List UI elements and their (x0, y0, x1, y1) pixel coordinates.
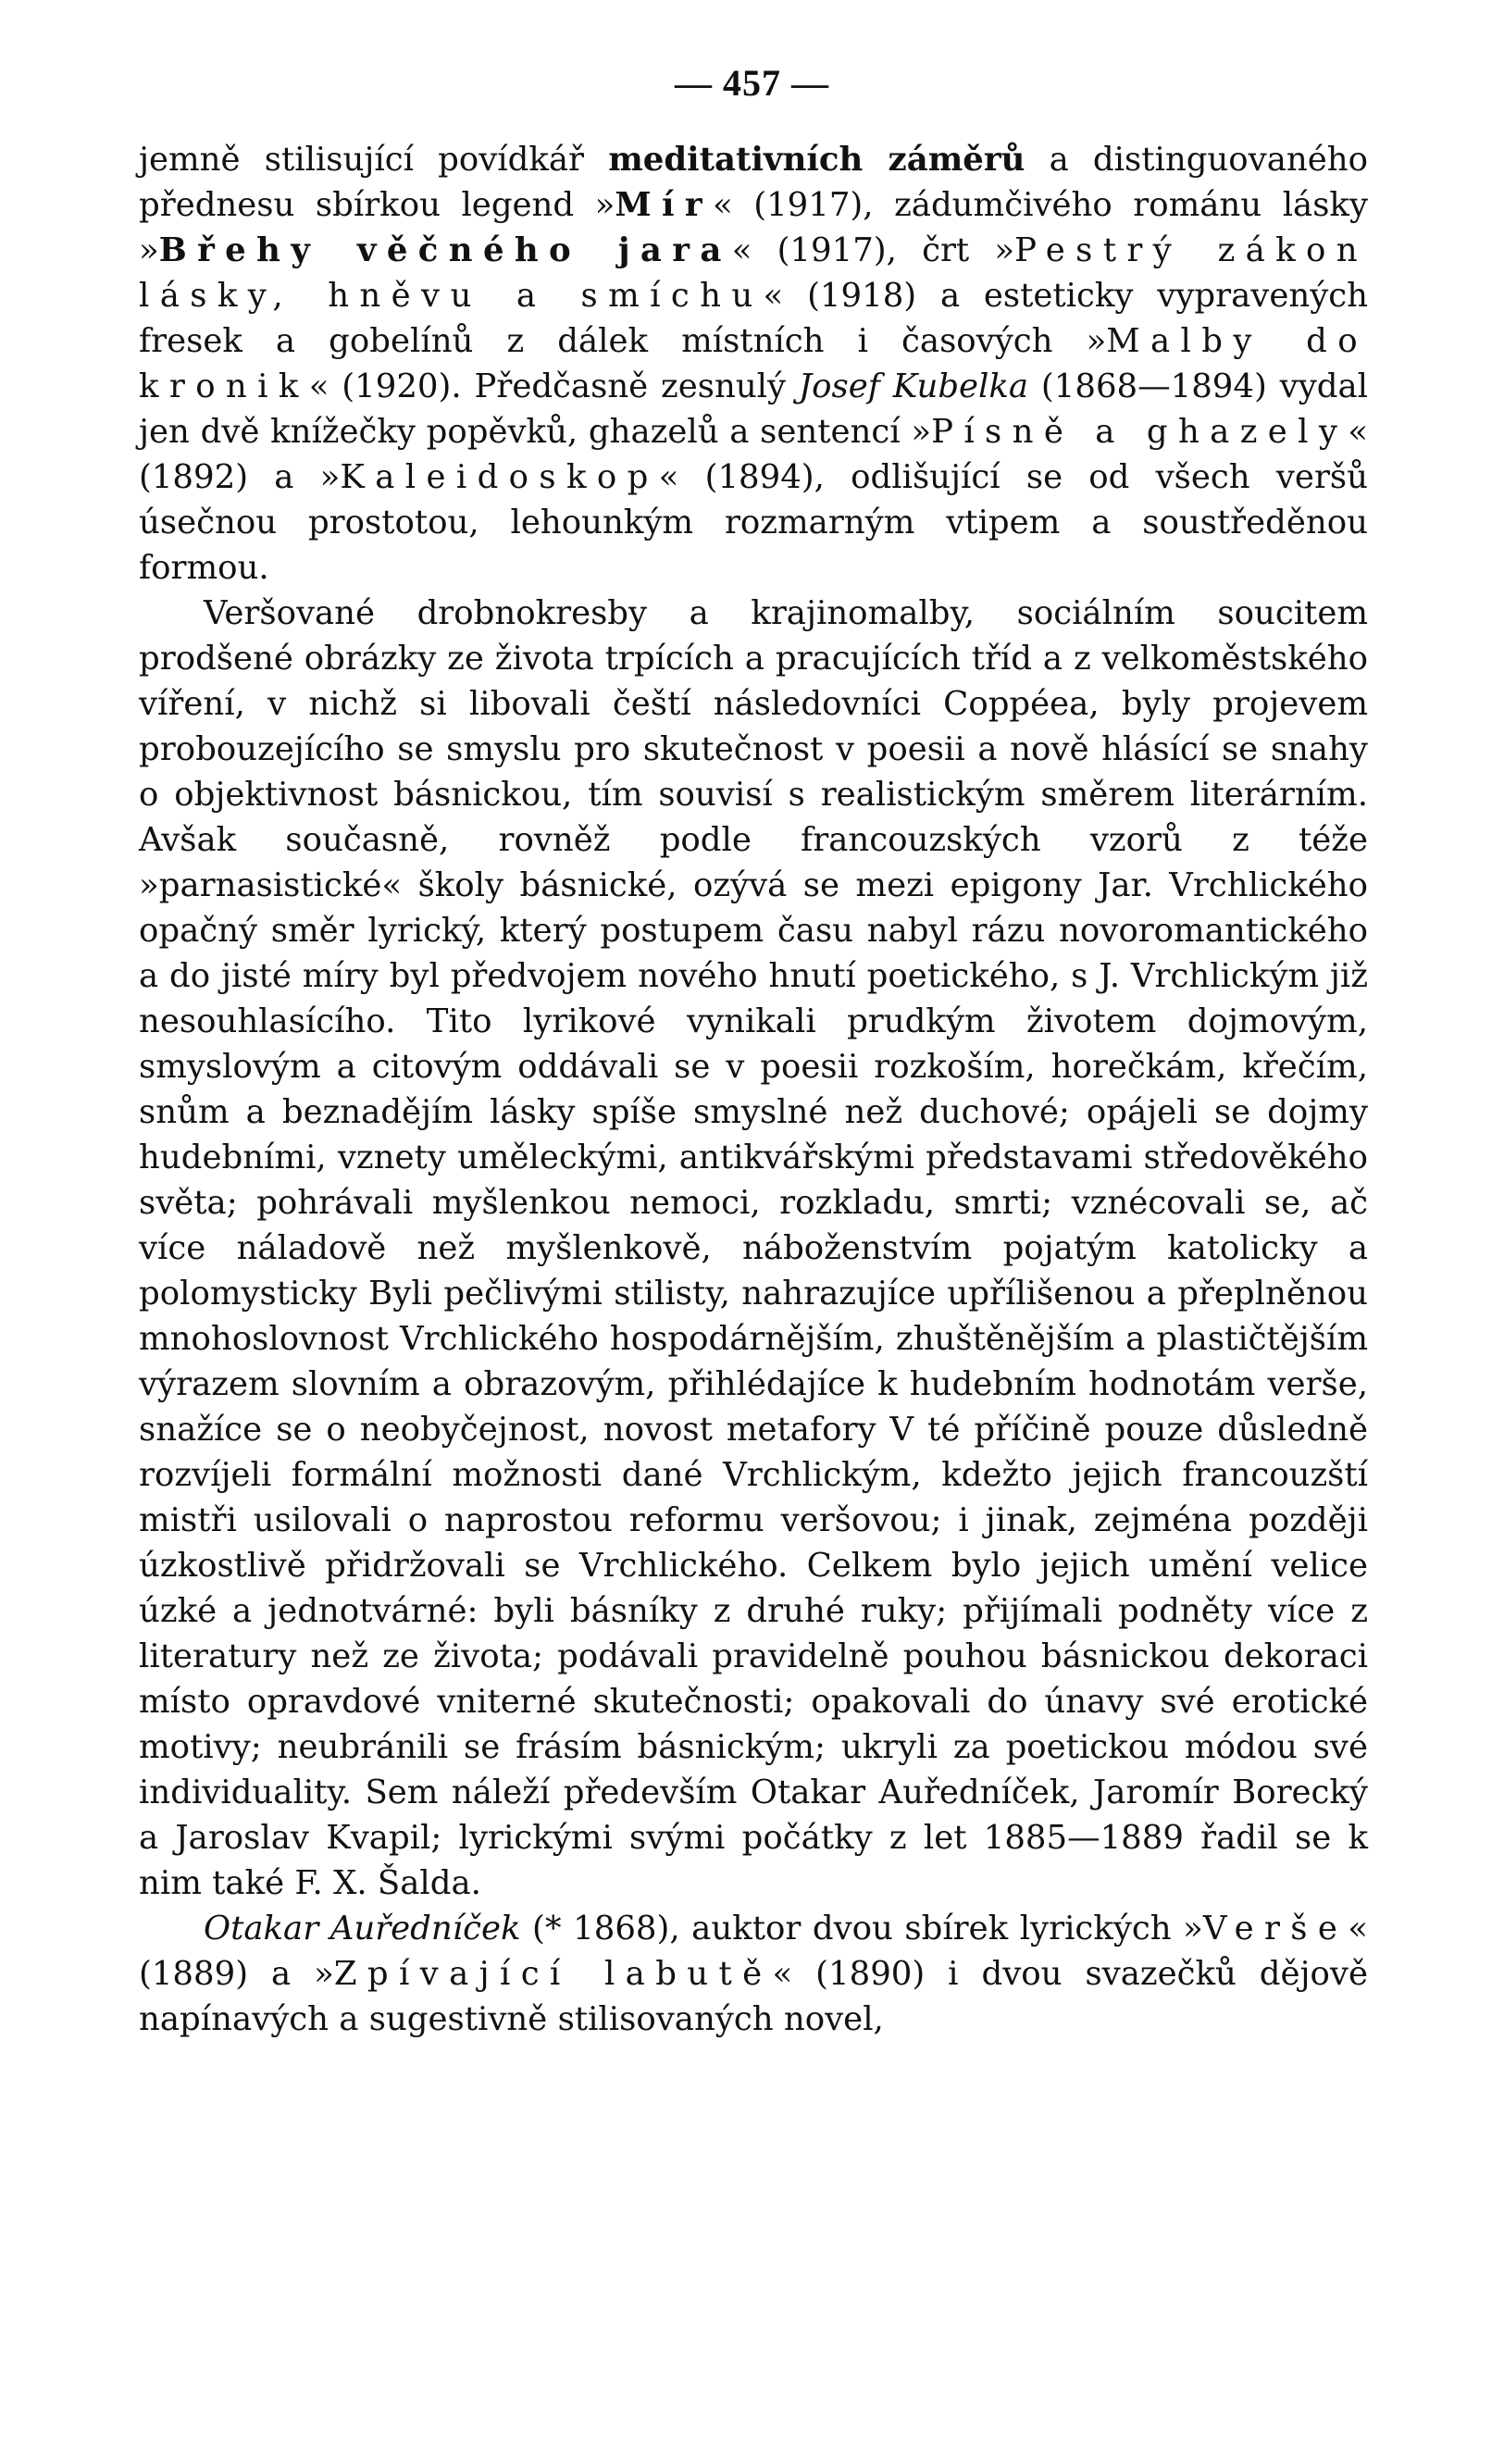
text-run: jemně stilisující povídkář (139, 141, 609, 179)
text-run: « (1917), črt » (731, 231, 1015, 269)
text-run: « (1889) a » (139, 1910, 1368, 1993)
emphasized-text: Břehy věčného jara (158, 231, 732, 269)
text-run: « (1890) i dvou svazečků dějově napínavých a sugestivně stilisovaných novel, (139, 1955, 1368, 2038)
body-text (139, 137, 1368, 2042)
paragraph (139, 591, 1368, 1906)
emphasized-text: Zpívající labutě (333, 1955, 773, 1993)
text-run: « (1920). Předčasně zesnulý (308, 367, 799, 405)
emphasized-text: Otakar Auředníček (204, 1910, 521, 1948)
emphasized-text: Mír (615, 186, 713, 224)
paragraph (139, 137, 1368, 591)
text-run: Veršované drobnokresby a krajinomalby, sociálním soucitem prodšené obrázky ze života trpících a pracujících tříd a z velkoměstského víření, v nichž si libovali čeští následovníci Coppéea, byly projevem probouzejícího se smyslu pro skutečnost v poesii a nově hlásící se snahy o objektivnost básnickou, tím souvisí s realistickým směrem literárním. Avšak současně, rovněž podle francouzských vzorů z téže »parnasistické« školy básnické, ozývá se mezi epigony Jar. Vrchlického opačný směr lyrický, který postupem času nabyl rázu novoromantického a do jisté míry byl předvojem nového hnutí poetického, s J. Vrchlickým již nesouhlasícího. Tito lyrikové vynikali prudkým životem dojmovým, smyslovým a citovým oddávali se v poesii rozkoším, horečkám, křečím, snům a beznadějím lásky spíše smyslné než duchové; opájeli se dojmy hudebními, vznety uměleckými, antikvářskými představami středověkého světa; pohrávali myšlenkou nemoci, rozkladu, smrti; vznécovali se, ač více náladově než myšlenkově, náboženstvím pojatým katolicky a polomysticky Byli pečlivými stilisty, nahrazujíce upřílišenou a přeplněnou mnohoslovnost Vrchlického hospodárnějším, zhuštěnějším a plastičtějším výrazem slovním a obrazovým, přihlédajíce k hudebním hodnotám verše, snažíce se o neobyčejnost, novost metafory V té příčině pouze důsledně rozvíjeli formální možnosti dané Vrchlickým, kdežto jejich francouzští mistři usilovali o naprostou reformu veršovou; i jinak, zejména později úzkostlivě přidržovali se Vrchlického. Celkem bylo jejich umění velice úzké a jednotvárné: byli básníky z druhé ruky; přijímali podněty více z literatury než ze života; podávali pravidelně pouhou básnickou dekoraci místo opravdové vniterné skutečnosti; opakovali do únavy své erotické motivy; neubránili se frásím básnickým; ukryli za poetickou módou své individuality. Sem náleží především Otakar Auředníček, Jaromír Borecký a Jaroslav Kvapil; lyrickými svými počátky z let 1885—1889 řadil se k nim také F. X. Šalda. (139, 594, 1368, 1902)
emphasized-text: Malby do kronik (139, 322, 1368, 405)
page-number: — 457 — (675, 62, 829, 104)
emphasized-text: Verše (1202, 1910, 1349, 1948)
paragraph (139, 1906, 1368, 2042)
text-run: (* 1868), auktor dvou sbírek lyrických » (520, 1910, 1203, 1948)
text-run: « (1918) a esteticky vypravených fresek a gobelínů z dálek místních i časových » (139, 277, 1368, 360)
text-run: (1868—1894) vydal jen dvě knížečky popěvků, ghazelů a sentencí » (139, 367, 1368, 451)
emphasized-text: meditativních záměrů (608, 141, 1025, 179)
text-run: « (1894), odlišující se od všech veršů úsečnou prostotou, lehounkým rozmarným vtipem a soustředěnou formou. (139, 458, 1368, 587)
emphasized-text: Pestrý zákon lásky, hněvu a smíchu (139, 231, 1369, 315)
emphasized-text: Písně a ghazely (931, 413, 1349, 451)
emphasized-text: Josef Kubelka (798, 367, 1029, 405)
text-run: « (1892) a » (139, 413, 1368, 496)
text-run: « (1917), zádumčivého románu lásky » (139, 186, 1368, 269)
text-run: a distinguovaného přednesu sbírkou legend » (139, 141, 1368, 224)
emphasized-text: Kaleidoskop (340, 458, 659, 496)
